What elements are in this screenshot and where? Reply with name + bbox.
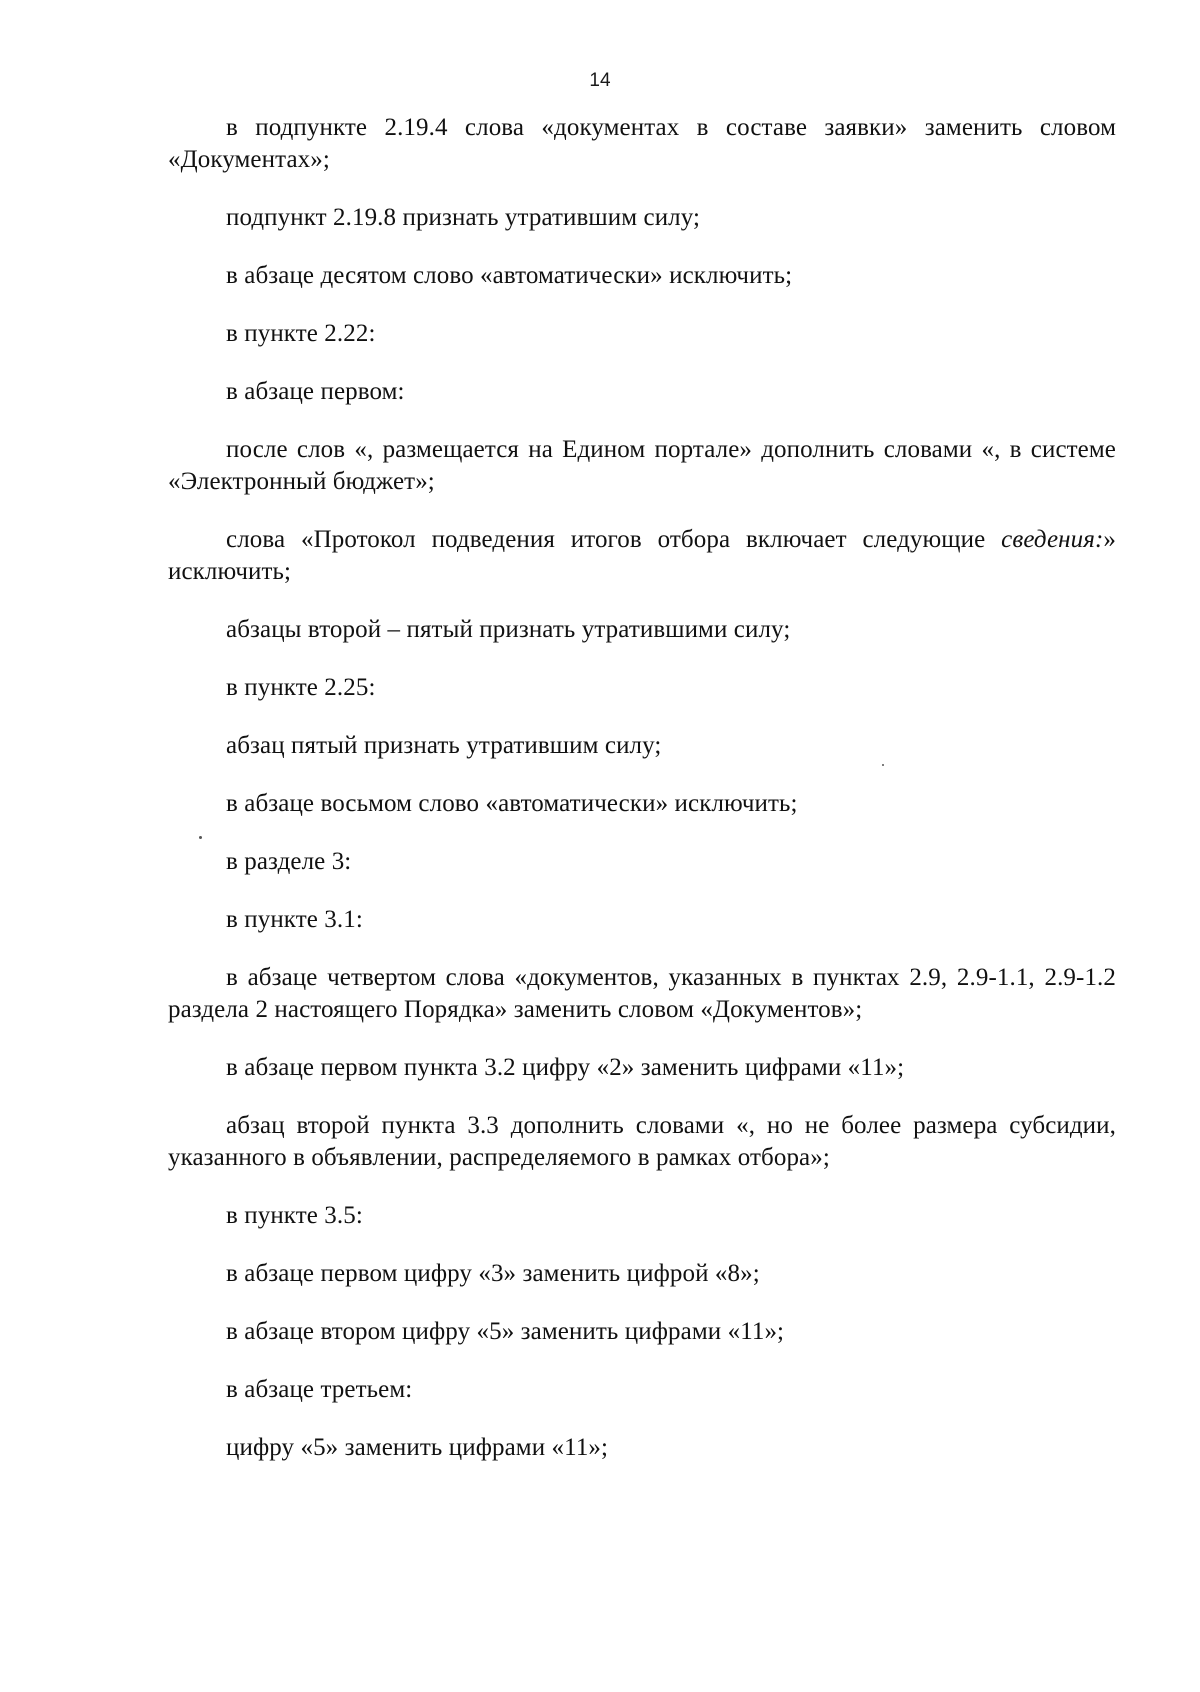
paragraph-2-19-8: подпункт 2.19.8 признать утратившим силу; xyxy=(226,204,701,231)
paragraph-razdel-3: в разделе 3: xyxy=(226,848,352,875)
scan-speck xyxy=(882,764,884,766)
paragraph-abzac-vosmoi: в абзаце восьмом слово «автоматически» исключить; xyxy=(226,790,798,817)
paragraph-2-19-4: в подпункте 2.19.4 слова «документах в составе заявки» заменить словом «Документах»; xyxy=(168,114,1116,173)
paragraph-punkt-2-22: в пункте 2.22: xyxy=(226,320,376,347)
page-number: 14 xyxy=(589,70,611,91)
paragraph-punkt-3-1: в пункте 3.1: xyxy=(226,906,363,933)
paragraph-abzac-pervyi: в абзаце первом: xyxy=(226,378,405,405)
paragraph-protokol xyxy=(168,524,1116,588)
paragraph-abzac-tretii: в абзаце третьем: xyxy=(226,1376,413,1403)
paragraph-protokol-end: » исключить; xyxy=(168,526,1116,585)
paragraph-abzac-desyatyi: в абзаце десятом слово «автоматически» исключить; xyxy=(226,262,793,289)
paragraph-abzac-chetvertyi: в абзаце четвертом слова «документов, указанных в пунктах 2.9, 2.9-1.1, 2.9-1.2 раздела 2 настоящего Порядка» заменить словом «Документов»; xyxy=(168,964,1116,1023)
paragraph-protokol-italic: сведения: xyxy=(1001,526,1104,553)
paragraph-posle-slov: после слов «, размещается на Едином портале» дополнить словами «, в системе «Электронный бюджет»; xyxy=(168,436,1116,495)
paragraph-punkt-3-5: в пункте 3.5: xyxy=(226,1202,363,1229)
paragraph-cifru-5: цифру «5» заменить цифрами «11»; xyxy=(226,1434,609,1461)
paragraph-abzac-pyatyi: абзац пятый признать утратившим силу; xyxy=(226,732,662,759)
scan-speck xyxy=(199,836,202,839)
document-body xyxy=(168,112,1116,1490)
paragraph-punkt-3-3: абзац второй пункта 3.3 дополнить словами «, но не более размера субсидии, указанного в объявлении, распределяемого в рамках отбора»; xyxy=(168,1112,1116,1171)
paragraph-protokol-start: слова «Протокол подведения итогов отбора включает следующие xyxy=(226,526,1002,553)
paragraph-abzacy-vtoroi-pyatyi: абзацы второй – пятый признать утратившими силу; xyxy=(226,616,791,643)
paragraph-punkt-3-2: в абзаце первом пункта 3.2 цифру «2» заменить цифрами «11»; xyxy=(226,1054,905,1081)
paragraph-punkt-2-25: в пункте 2.25: xyxy=(226,674,376,701)
paragraph-abzac-pervyi-3-5: в абзаце первом цифру «3» заменить цифрой «8»; xyxy=(226,1260,760,1287)
paragraph-abzac-vtoroi-3-5: в абзаце втором цифру «5» заменить цифрами «11»; xyxy=(226,1318,785,1345)
